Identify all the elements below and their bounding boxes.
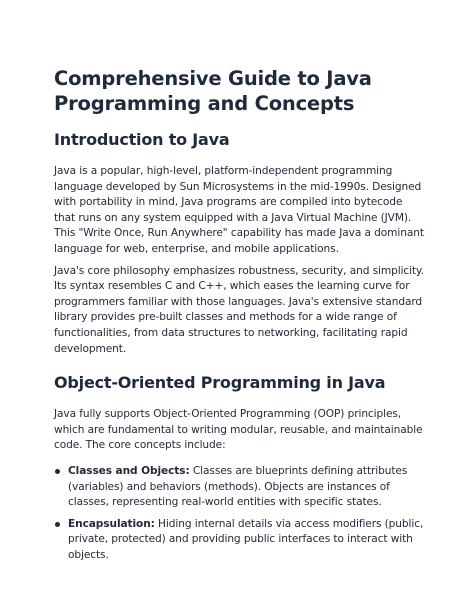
oop-concepts-list <box>54 464 424 564</box>
section-heading-introduction: Introduction to Java <box>54 130 230 149</box>
bullet-icon <box>55 469 60 474</box>
list-item-term: Classes and Objects: <box>68 464 190 477</box>
section-introduction <box>54 129 424 357</box>
oop-paragraph: Java fully supports Object-Oriented Programming (OOP) principles, which are fundamental to writing modular, reusable, and maintainable code. The core concepts include: <box>54 408 423 452</box>
intro-paragraph-1: Java is a popular, high-level, platform-independent programming language developed by Sun Microsystems in the mid-1990s. Designed with portability in mind, Java programs are compiled into bytecode that runs on any system equipped with a Java Virtual Machine (JVM). This "Write Once, Run Anywhere" capability has made Java a dominant language for web, enterprise, and mobile applications. <box>54 165 424 255</box>
list-item-text: Classes are blueprints defining attributes (variables) and behaviors (methods). Objects are instances of classes, representing real-world entities with specific states. <box>68 464 408 509</box>
list-item-term: Encapsulation: <box>68 517 155 530</box>
section-oop <box>54 372 424 563</box>
bullet-icon <box>55 522 60 527</box>
list-item <box>54 464 424 511</box>
document-title: Comprehensive Guide to Java Programming and Concepts <box>54 67 372 115</box>
section-heading-oop: Object-Oriented Programming in Java <box>54 373 386 393</box>
list-item <box>54 517 424 564</box>
list-item-text: Hiding internal details via access modifiers (public, private, protected) and providing public interfaces to interact with objects. <box>68 517 424 561</box>
intro-paragraph-2: Java's core philosophy emphasizes robustness, security, and simplicity. Its syntax resembles C and C++, which eases the learning curve for programmers familiar with those languages. Java's extensive standard library provides pre-built classes and methods for a wide range of functionalities, from data structures to networking, facilitating rapid development. <box>54 264 424 355</box>
